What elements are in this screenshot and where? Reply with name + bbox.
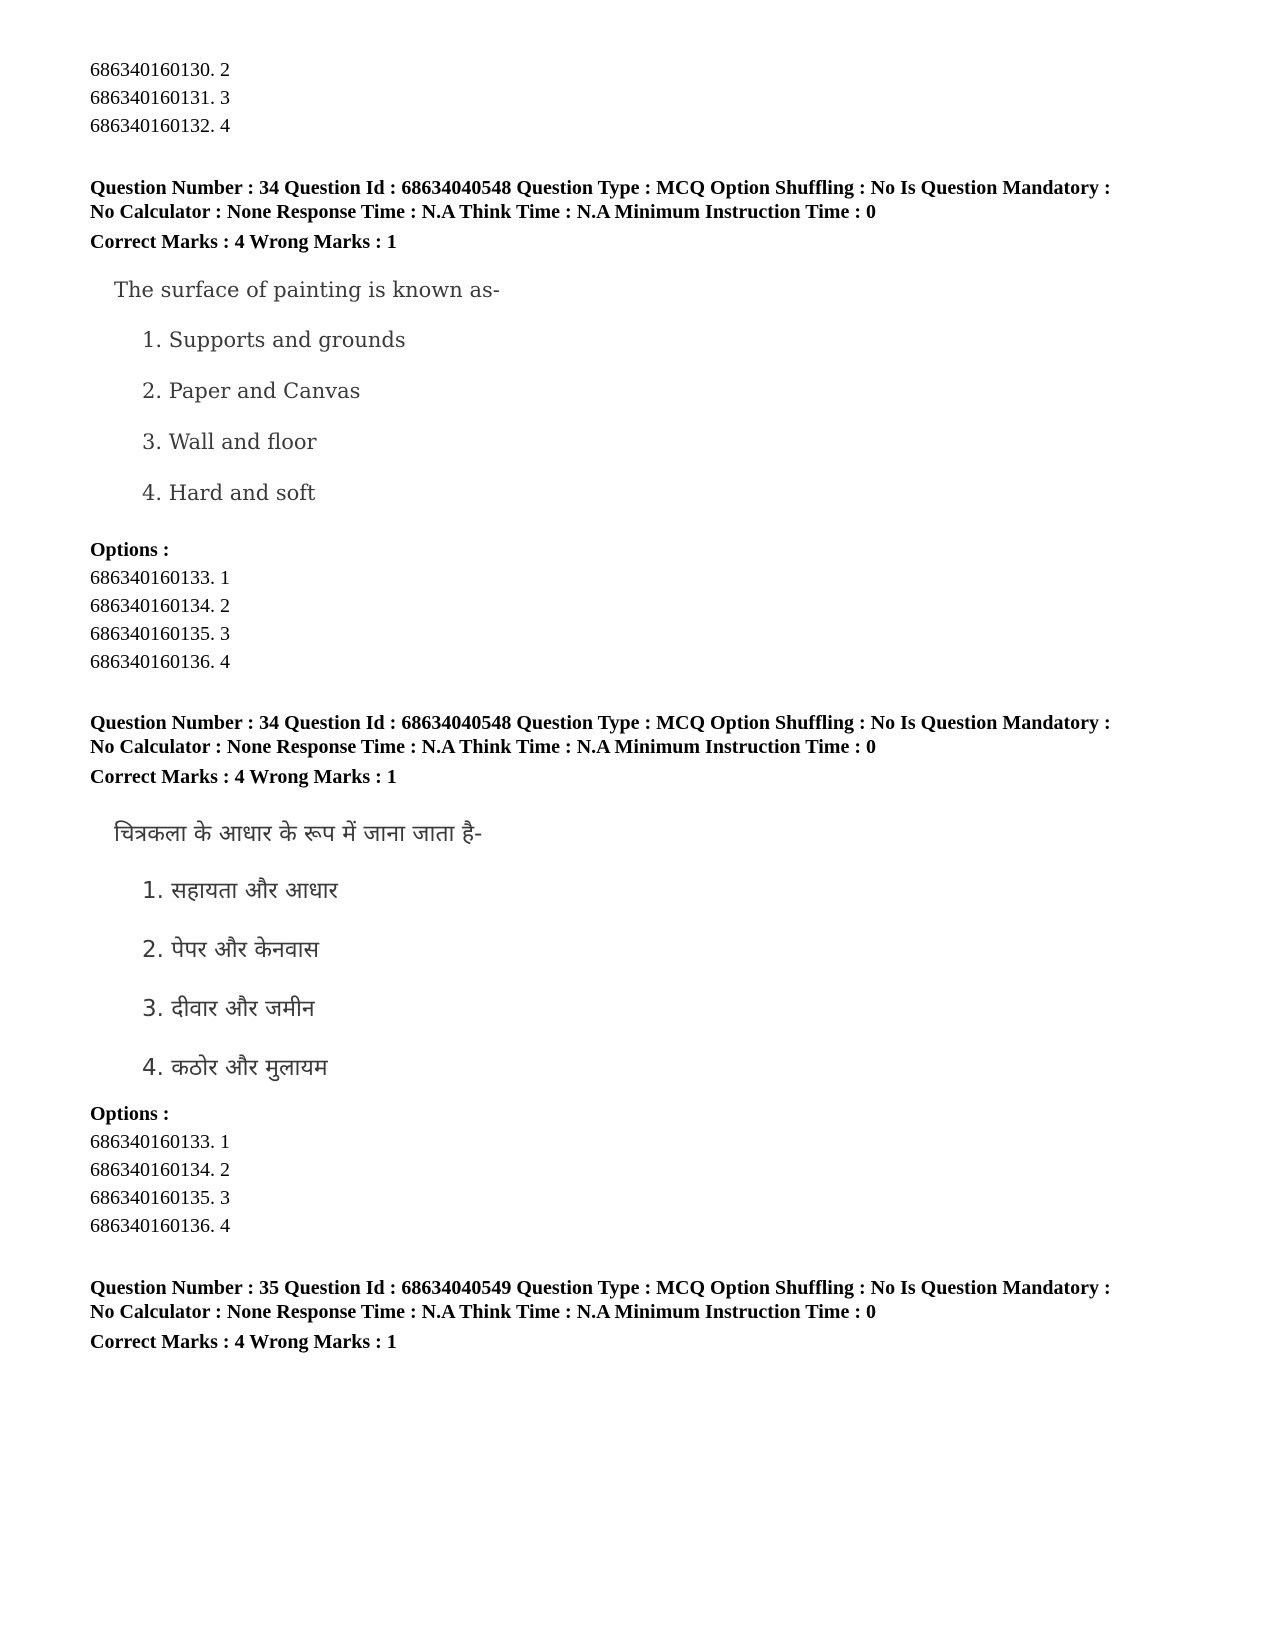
previous-options-list bbox=[90, 56, 230, 140]
question-body bbox=[114, 816, 482, 1082]
option-line: 686340160135. 3 bbox=[90, 1187, 230, 1209]
answer-choice: 4. कठोर और मुलायम bbox=[142, 1055, 328, 1081]
option-line: 686340160134. 2 bbox=[90, 595, 230, 617]
question-meta-line2: No Calculator : None Response Time : N.A Think Time : N.A Minimum Instruction Time : 0 bbox=[90, 200, 876, 223]
option-line: 686340160133. 1 bbox=[90, 567, 230, 589]
question-meta-line2: No Calculator : None Response Time : N.A Think Time : N.A Minimum Instruction Time : 0 bbox=[90, 1300, 876, 1323]
question-header bbox=[90, 177, 1111, 256]
question-marks: Correct Marks : 4 Wrong Marks : 1 bbox=[90, 231, 397, 253]
question-meta-line2: No Calculator : None Response Time : N.A Think Time : N.A Minimum Instruction Time : 0 bbox=[90, 735, 876, 758]
answer-choice: 2. पेपर और केनवास bbox=[142, 937, 320, 963]
option-line: 686340160130. 2 bbox=[90, 59, 230, 81]
option-line: 686340160132. 4 bbox=[90, 115, 230, 137]
answer-choice: 2. Paper and Canvas bbox=[142, 379, 361, 403]
option-line: 686340160135. 3 bbox=[90, 623, 230, 645]
answer-choice: 3. Wall and floor bbox=[142, 430, 317, 454]
options-list bbox=[90, 1100, 230, 1240]
question-body bbox=[114, 278, 500, 505]
question-text: चित्रकला के आधार के रूप में जाना जाता है- bbox=[114, 821, 483, 847]
options-list bbox=[90, 536, 230, 676]
options-label: Options : bbox=[90, 1103, 170, 1125]
option-line: 686340160136. 4 bbox=[90, 651, 230, 673]
question-header bbox=[90, 1277, 1111, 1356]
question-marks: Correct Marks : 4 Wrong Marks : 1 bbox=[90, 1331, 397, 1353]
option-line: 686340160136. 4 bbox=[90, 1215, 230, 1237]
question-meta-line1: Question Number : 34 Question Id : 68634040548 Question Type : MCQ Option Shuffling : No Is Question Mandatory : bbox=[90, 177, 1111, 199]
question-meta-line1: Question Number : 35 Question Id : 68634040549 Question Type : MCQ Option Shuffling : No Is Question Mandatory : bbox=[90, 1277, 1111, 1299]
answer-choice: 1. सहायता और आधार bbox=[142, 878, 338, 904]
option-line: 686340160131. 3 bbox=[90, 87, 230, 109]
answer-choice: 1. Supports and grounds bbox=[142, 328, 406, 352]
option-line: 686340160133. 1 bbox=[90, 1131, 230, 1153]
question-header bbox=[90, 712, 1111, 791]
question-text: The surface of painting is known as- bbox=[114, 278, 500, 302]
option-line: 686340160134. 2 bbox=[90, 1159, 230, 1181]
question-meta-line1: Question Number : 34 Question Id : 68634040548 Question Type : MCQ Option Shuffling : No Is Question Mandatory : bbox=[90, 712, 1111, 734]
question-marks: Correct Marks : 4 Wrong Marks : 1 bbox=[90, 766, 397, 788]
answer-choice: 4. Hard and soft bbox=[142, 481, 316, 505]
options-label: Options : bbox=[90, 539, 170, 561]
answer-choice: 3. दीवार और जमीन bbox=[142, 996, 315, 1022]
